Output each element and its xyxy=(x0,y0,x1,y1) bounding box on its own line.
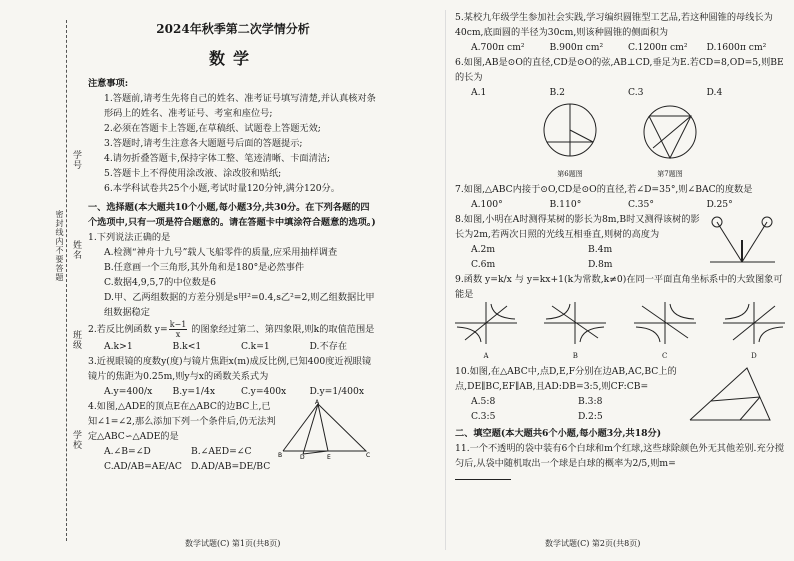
q10-options-row1 xyxy=(455,394,685,409)
q2-stem-b: 的图象经过第二、第四象限,则k的取值范围是 xyxy=(188,324,375,335)
label-student-id: 学号 xyxy=(71,150,81,170)
q4-option-c: C.AD/AB=AE/AC xyxy=(104,461,182,472)
q7-option-a: A.100° xyxy=(471,199,503,210)
q7-option-c: C.35° xyxy=(628,199,654,210)
q3-options xyxy=(88,384,378,399)
q3-stem: 3.近视眼镜的度数y(度)与镜片焦距x(m)成反比例,已知400度近视眼镜镜片的焦距为0.25m,则y与x的函数关系式为 xyxy=(88,356,372,382)
q3-option-c: C.y=400x xyxy=(241,386,287,397)
q7-caption: 第7题图 xyxy=(657,170,683,178)
page-divider xyxy=(445,10,446,550)
q6-option-b: B.2 xyxy=(549,87,566,98)
q2-frac-den: x xyxy=(175,330,181,339)
q8-option-b: B.4m xyxy=(588,244,613,255)
q5-option-a: A.700π cm² xyxy=(471,42,525,53)
q10-option-c: C.3:5 xyxy=(471,411,496,422)
section-1-heading: 一、选择题(本大题共10个小题,每小题3分,共30分。在下列各题的四个选项中,只有一项是符合题意的。请在答题卡中填涂符合题意的选项。) xyxy=(88,202,376,228)
page-2 xyxy=(455,10,785,480)
page-1-footer: 数学试题(C) 第1页(共8页) xyxy=(185,539,281,548)
q5-option-c: C.1200π cm² xyxy=(628,42,688,53)
note-6: 6.本学科试卷共25个小题,考试时量120分钟,满分120分。 xyxy=(104,183,340,194)
q2-options xyxy=(88,339,378,354)
q8-option-d: D.8m xyxy=(588,259,613,270)
q6-option-d: D.4 xyxy=(706,87,723,98)
q2-stem xyxy=(88,320,378,339)
q2-fraction xyxy=(169,320,188,339)
note-1: 1.答题前,请考生先将自己的姓名、准考证号填写清楚,并认真核对条形码上的姓名、准考证号、考室和座位号; xyxy=(104,93,376,119)
exam-title: 2024年秋季第二次学情分析 xyxy=(156,22,310,36)
q11-answer-blank xyxy=(455,471,511,480)
q2-frac-num: k−1 xyxy=(169,320,187,329)
page-2-footer: 数学试题(C) 第2页(共8页) xyxy=(545,539,641,548)
q2-option-a: A.k>1 xyxy=(104,341,133,352)
q1-option-a: A.检测“神舟十九号”载人飞船零件的质量,应采用抽样调查 xyxy=(104,247,338,258)
q4-figure xyxy=(278,399,373,459)
q7-option-d: D.25° xyxy=(706,199,733,210)
binding-strip xyxy=(0,0,88,561)
q5-option-d: D.1600π cm² xyxy=(706,42,767,53)
q8-options-row1 xyxy=(455,242,705,257)
q9-graph-d xyxy=(723,302,785,344)
q10-figure xyxy=(685,364,775,426)
q4-options-row1 xyxy=(88,444,278,459)
q7-figure xyxy=(635,100,705,162)
q5-options xyxy=(455,40,785,55)
svg-text:E: E xyxy=(327,454,331,459)
q10-options-row2 xyxy=(455,409,685,424)
notes-heading: 注意事项: xyxy=(88,78,129,89)
svg-text:B: B xyxy=(278,452,283,459)
q4-stem: 4.如图,△ADE的顶点E在△ABC的边BC上,已知∠1=∠2,那么添加下列一个条件后,仍无法判定△ABC∽△ADE的是 xyxy=(88,401,276,442)
note-3: 3.答题时,请考生注意各大题题号后面的答题提示; xyxy=(104,138,303,149)
q9-option-a: A xyxy=(483,352,489,360)
q6-option-a: A.1 xyxy=(471,87,487,98)
q8-figure xyxy=(705,212,780,272)
q10-option-b: B.3:8 xyxy=(578,396,603,407)
q5-stem: 5.某校九年级学生参加社会实践,学习编织圆锥型工艺品,若这种圆锥的母线长为40cm,底面圆的半径为30cm,则该种圆锥的侧面积为 xyxy=(455,12,773,38)
q8-option-c: C.6m xyxy=(471,259,496,270)
q6-option-c: C.3 xyxy=(628,87,644,98)
note-2: 2.必须在答题卡上答题,在草稿纸、试题卷上答题无效; xyxy=(104,123,321,134)
q6-caption: 第6题图 xyxy=(557,170,583,178)
exam-subject: 数学 xyxy=(208,49,257,68)
q8-option-a: A.2m xyxy=(471,244,496,255)
svg-text:C: C xyxy=(366,452,371,459)
q9-graph-a xyxy=(455,302,517,344)
q2-option-d: D.不存在 xyxy=(309,341,348,352)
label-name: 姓名 xyxy=(71,240,81,260)
q4-option-b: B.∠AED=∠C xyxy=(191,446,252,457)
q6-q7-figures xyxy=(455,100,785,182)
q9-graphs xyxy=(455,302,785,364)
q1-option-d: D.甲、乙两组数据的方差分别是s甲²=0.4,s乙²=2,则乙组数据比甲组数据稳定 xyxy=(104,292,375,318)
q4-options-row2 xyxy=(88,459,278,474)
q2-option-b: B.k<1 xyxy=(172,341,202,352)
q5-option-b: B.900π cm² xyxy=(549,42,604,53)
q10-option-a: A.5:8 xyxy=(471,396,496,407)
q6-figure xyxy=(535,100,605,162)
q11-stem: 11.一个不透明的袋中装有6个白球和m个红球,这些球除颜色外无其他差别.充分搅匀后,从袋中随机取出一个球是白球的概率为2/5,则m= xyxy=(455,443,785,469)
seal-line-text: 密封线内不要答题 xyxy=(55,210,64,282)
q8-stem: 8.如图,小明在A时测得某树的影长为8m,B时又测得该树的影长为2m,若两次日照的光线互相垂直,则树的高度为 xyxy=(455,214,700,240)
q7-option-b: B.110° xyxy=(549,199,582,210)
q9-option-c: C xyxy=(661,352,668,360)
q4-option-a: A.∠B=∠D xyxy=(104,446,151,457)
q4-option-d: D.AD/AB=DE/BC xyxy=(191,461,271,472)
q7-stem: 7.如图,△ABC内接于⊙O,CD是⊙O的直径,若∠D=35°,则∠BAC的度数是 xyxy=(455,184,753,195)
q1-option-b: B.任意画一个三角形,其外角和是180°是必然事件 xyxy=(104,262,305,273)
q2-stem-a: 2.若反比例函数 y= xyxy=(88,324,168,335)
q9-graph-c xyxy=(634,302,696,344)
q6-options xyxy=(455,85,785,100)
q9-graph-b xyxy=(544,302,606,344)
q1-option-c: C.数据4,9,5,7的中位数是6 xyxy=(104,277,216,288)
q6-stem: 6.如图,AB是⊙O的直径,CD是⊙O的弦,AB⊥CD,垂足为E.若CD=8,OD=5,则BE的长为 xyxy=(455,57,784,83)
q3-option-b: B.y=1/4x xyxy=(172,386,216,397)
q3-option-a: A.y=400/x xyxy=(104,386,153,397)
label-class: 班级 xyxy=(71,330,81,350)
seal-line xyxy=(66,20,67,541)
q9-stem: 9.函数 y=k/x 与 y=kx+1(k为常数,k≠0)在同一平面直角坐标系中的大致图象可能是 xyxy=(455,274,783,300)
note-4: 4.请勿折叠答题卡,保持字体工整、笔迹清晰、卡面清洁; xyxy=(104,153,331,164)
q10-stem: 10.如图,在△ABC中,点D,E,F分别在边AB,AC,BC上的点,DE∥BC,EF∥AB,且AD:DB=3:5,则CF:CB= xyxy=(455,366,677,392)
q8-options-row2 xyxy=(455,257,705,272)
q3-option-d: D.y=1/400x xyxy=(309,386,365,397)
q7-options xyxy=(455,197,785,212)
svg-text:D: D xyxy=(300,454,305,459)
q9-option-d: D xyxy=(751,352,757,360)
note-5: 5.答题卡上不得使用涂改液、涂改胶和贴纸; xyxy=(104,168,282,179)
section-2-heading: 二、填空题(本大题共6个小题,每小题3分,共18分) xyxy=(455,428,662,439)
q10-option-d: D.2:5 xyxy=(578,411,603,422)
page-1 xyxy=(88,10,378,474)
q1-stem: 1.下列说法正确的是 xyxy=(88,232,171,243)
q9-option-b: B xyxy=(572,352,578,360)
q2-option-c: C.k=1 xyxy=(241,341,270,352)
svg-text:A: A xyxy=(315,399,320,406)
label-school: 学校 xyxy=(71,430,81,450)
